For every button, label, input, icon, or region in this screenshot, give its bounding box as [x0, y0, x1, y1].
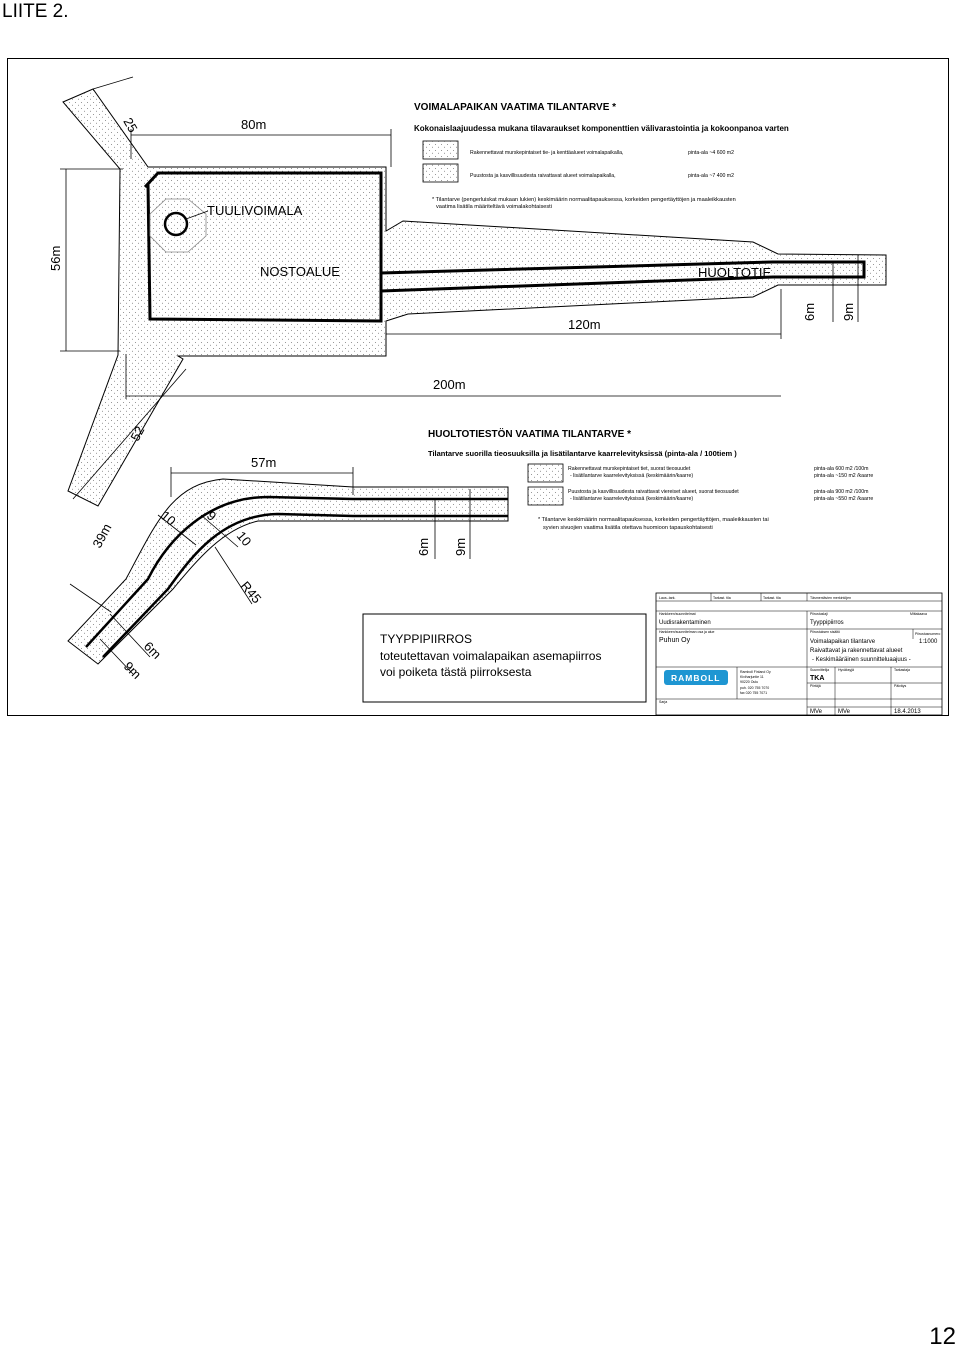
tb-project: Uudisrakentaminen: [659, 620, 711, 626]
site-note-2: vaatima lisätila määriteltävä voimalakohtaisesti: [436, 204, 552, 210]
dim-10-outer: 10: [158, 507, 179, 529]
turbine-label: TUULIVOIMALA: [207, 203, 303, 218]
tb-designer: TKA: [810, 675, 825, 682]
legend-built-area: pinta-ala ~4 600 m2: [688, 150, 734, 156]
tb-client-label: Hankkeen/suunnitelman osa ja alue: [659, 630, 715, 634]
road-legend-cleared-1: Puustosta ja kasvillisuudesta raivattavat viereiset alueet, suorat tieosuudet: [568, 489, 739, 495]
road-swatch-built: [528, 464, 563, 482]
dim-52: 52: [127, 423, 148, 444]
dim-9-road: 9: [204, 507, 220, 524]
site-plan-drawing: [8, 59, 948, 715]
tb-company-city: 90220 Oulu: [740, 680, 759, 684]
tb-drawing-type: Tyyppipiirros: [810, 620, 844, 626]
tb-content-label: Piirustuksen sisältö: [810, 630, 840, 634]
road-legend-built-area2: pinta-ala ~150 m2 /kaarre: [814, 473, 874, 479]
drawing-frame: [7, 58, 949, 716]
tb-drawing-type-label: Piirustuslaji: [810, 612, 828, 616]
tb-client: Puhun Oy: [659, 637, 691, 644]
crane-area-label: NOSTOALUE: [260, 264, 340, 279]
road-legend-built-area1: pinta-ala 600 m2 /100m: [814, 466, 869, 472]
dim-9m-road: 9m: [453, 537, 468, 556]
dim-120m: 120m: [568, 317, 601, 332]
dim-9m-site: 9m: [841, 302, 856, 321]
type-box-line3: voi poiketa tästä piirroksesta: [380, 665, 532, 679]
page-number: 12: [929, 1323, 956, 1350]
tb-company-fax: fax 020 755 7071: [740, 691, 768, 695]
type-box-line2: toteutettavan voimalapaikan asemapiirros: [380, 649, 602, 663]
tb-content-2: Raivattavat ja rakennettavat alueet: [810, 648, 903, 654]
road-legend-cleared-area1: pinta-ala 900 m2 /100m: [814, 489, 869, 495]
site-subtitle: Kokonaislaajuudessa mukana tilavaraukset komponenttien välivarastointia ja kokoonpanoa varten: [414, 124, 789, 133]
page-header: LIITE 2.: [2, 1, 69, 22]
service-road-label: HUOLTOTIE: [698, 265, 772, 280]
tb-scale: 1:1000: [919, 639, 938, 645]
tb-number-label: Piirustusnumero: [915, 632, 941, 636]
legend-built-text: Rakennettavat murskepintaiset tie- ja kenttäalueet voimalapaikalla,: [470, 150, 624, 156]
title-block: [656, 593, 942, 715]
road-swatch-cleared: [528, 487, 563, 505]
tb-scale-label: Mittakaava: [910, 612, 927, 616]
tb-company-address: Kiviharjuntie 11: [740, 675, 764, 679]
tb-rev-header-4: Täsmentävien merkintöjen: [810, 596, 852, 600]
road-title: HUOLTOTIESTÖN VAATIMA TILANTARVE *: [428, 429, 631, 440]
site-note-1: * Tilantarve (pengerluiskat mukaan lukien) keskimäärin normaalitapauksessa, korkeiden pengertäyttöjen ja maaleikkausten: [432, 197, 736, 203]
tb-approver-label: Hyväksyjä: [838, 668, 854, 672]
road-legend-built-2: - lisätilantarve kaarrelevityksissä (keskimäärin/kaarre): [570, 473, 694, 479]
tb-m2: MVe: [838, 709, 851, 715]
tb-footer-label: Sarja: [659, 700, 668, 704]
dim-r45: R45: [237, 578, 265, 607]
tb-m1: MVe: [810, 709, 823, 715]
road-subtitle: Tilantarve suorilla tieosuuksilla ja lisätilantarve kaarrelevityksissä (pinta-ala / 100tiem ): [428, 449, 737, 458]
dim-6m-site: 6m: [802, 302, 817, 321]
site-title: VOIMALAPAIKAN VAATIMA TILANTARVE *: [414, 102, 617, 113]
legend-cleared-area: pinta-ala ~7 400 m2: [688, 173, 734, 179]
tb-company-name: Ramboll Finland Oy: [740, 670, 771, 674]
tb-rev-header-3: Tarkast. tila: [763, 596, 781, 600]
tb-content-3: - Keskimääräinen suunnitteluaajuus -: [812, 657, 911, 663]
tb-date: 18.4.2013: [894, 709, 921, 715]
road-legend-cleared-area2: pinta-ala ~550 m2 /kaarre: [814, 496, 874, 502]
dim-6m-road: 6m: [416, 537, 431, 556]
dim-10-inner: 10: [233, 528, 255, 550]
dim-200m: 200m: [433, 377, 466, 392]
legend-swatch-cleared: [423, 164, 458, 182]
road-note-1: * Tilantarve keskimäärin normaalitapauksessa, korkeiden pengertäyttöjen, maaleikkausten tai: [538, 517, 769, 523]
dim-39m: 39m: [89, 521, 115, 551]
tb-checker-label: Tarkastaja: [894, 668, 910, 672]
tb-rev-header-2: Tarkast. tila: [713, 596, 731, 600]
ramboll-logo-text: RAMBOLL: [671, 673, 721, 683]
tb-company-phone: puh. 020 755 7070: [740, 686, 770, 690]
tb-content-1: Voimalapaikan tilantarve: [810, 639, 876, 645]
tb-designer-label: Suunnittelija: [810, 668, 830, 672]
dim-56m: 56m: [48, 245, 63, 271]
dim-9m-bend: 9m: [120, 658, 145, 682]
tb-drawer-label: Piirtäjä: [810, 684, 821, 688]
legend-cleared-text: Puustosta ja kasvillisuudesta raivattavat alueet voimalapaikalla,: [470, 173, 616, 179]
road-legend-cleared-2: - lisätilantarve kaarrelevityksissä (keskimäärin/kaarre): [570, 496, 694, 502]
tb-rev-header-1: Laus.-tark.: [659, 596, 676, 600]
dim-57m: 57m: [251, 455, 277, 470]
type-box-title: TYYPPIPIIRROS: [380, 632, 473, 646]
legend-swatch-built: [423, 141, 458, 159]
dim-6m-bend: 6m: [140, 638, 165, 662]
dim-25: 25: [120, 115, 141, 136]
tb-date-label: Päiväys: [894, 684, 907, 688]
tb-project-label: Hankkeen/suunnitelmat: [659, 612, 696, 616]
dim-80m: 80m: [241, 117, 267, 132]
road-legend-built-1: Rakennettavat murskepintaiset tiet, suorat tieosuudet: [568, 466, 691, 472]
road-note-2: syvien sivuojien vaatima lisätila otettava huomioon tapauskohtaisesti: [543, 525, 713, 531]
